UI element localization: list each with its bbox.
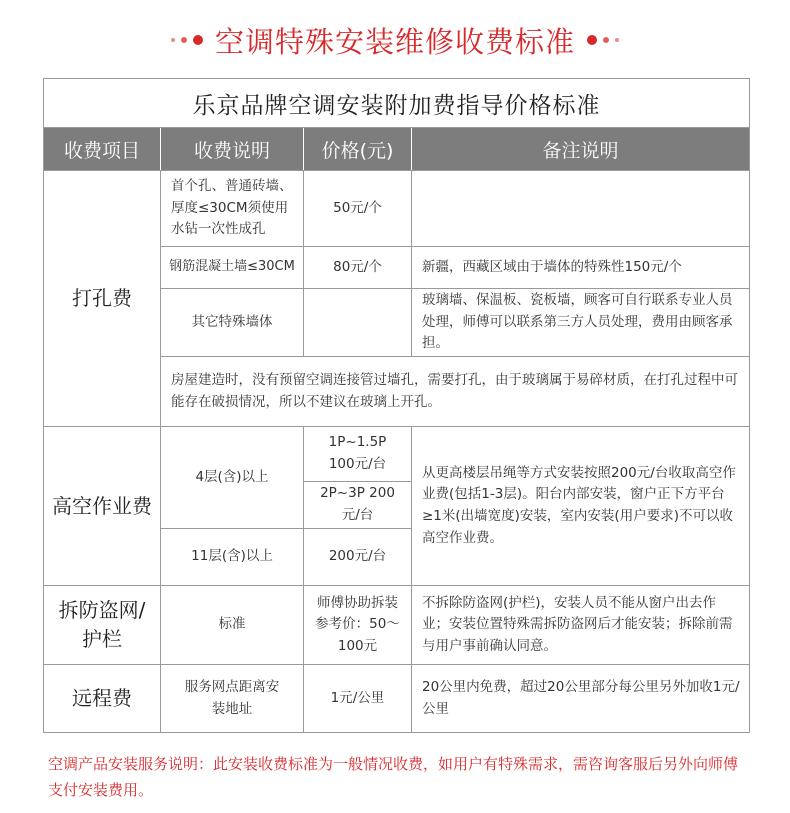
drilling-price-1: 50元/个 bbox=[304, 171, 412, 247]
table-row bbox=[44, 586, 750, 665]
fee-table-container bbox=[43, 78, 749, 733]
footnote: 空调产品安装服务说明：此安装收费标准为一般情况收费，如用户有特殊需求，需咨询客服后另外向师傅支付安装费用。 bbox=[48, 755, 739, 799]
table-row bbox=[44, 665, 750, 733]
distance-price: 1元/公里 bbox=[304, 665, 412, 733]
high-altitude-floor-4: 4层(含)以上 bbox=[161, 427, 304, 529]
guard-desc: 标准 bbox=[161, 586, 304, 665]
high-altitude-note: 从更高楼层吊绳等方式安装按照200元/台收取高空作业费(包括1-3层)。阳台内部安装，窗户正下方平台≥1米(出墙宽度)安装，室内安装(用户要求)不可以收高空作业费。 bbox=[412, 427, 750, 586]
drilling-price-3 bbox=[304, 289, 412, 357]
decorative-dots-left bbox=[171, 35, 203, 45]
category-guard: 拆防盗网/护栏 bbox=[44, 586, 161, 665]
table-row bbox=[44, 427, 750, 482]
drilling-remark: 房屋建造时，没有预留空调连接管过墙孔，需要打孔，由于玻璃属于易碎材质，在打孔过程中可能存在破损情况，所以不建议在玻璃上开孔。 bbox=[161, 357, 750, 427]
drilling-note-2: 新疆，西藏区域由于墙体的特殊性150元/个 bbox=[412, 247, 750, 289]
high-altitude-floor-11: 11层(含)以上 bbox=[161, 529, 304, 586]
category-distance: 远程费 bbox=[44, 665, 161, 733]
drilling-desc-1: 首个孔、普通砖墙、厚度≤30CM须使用水钻一次性成孔 bbox=[161, 171, 304, 247]
table-header-row bbox=[44, 128, 750, 171]
drilling-price-2: 80元/个 bbox=[304, 247, 412, 289]
fee-table bbox=[43, 78, 750, 733]
header-remark: 备注说明 bbox=[412, 128, 750, 171]
drilling-note-1 bbox=[412, 171, 750, 247]
table-title: 乐京品牌空调安装附加费指导价格标准 bbox=[44, 79, 750, 128]
page-header bbox=[0, 18, 790, 62]
drilling-note-3: 玻璃墙、保温板、瓷板墙，顾客可自行联系专业人员处理，师傅可以联系第三方人员处理，费用由顾客承担。 bbox=[412, 289, 750, 357]
header-description: 收费说明 bbox=[161, 128, 304, 171]
category-high-altitude: 高空作业费 bbox=[44, 427, 161, 586]
drilling-desc-3: 其它特殊墙体 bbox=[161, 289, 304, 357]
high-altitude-price-2p: 2P~3P 200元/台 bbox=[304, 482, 412, 529]
guard-price: 师傅协助拆装参考价：50～100元 bbox=[304, 586, 412, 665]
distance-note: 20公里内免费，超过20公里部分每公里另外加收1元/公里 bbox=[412, 665, 750, 733]
header-price: 价格(元) bbox=[304, 128, 412, 171]
high-altitude-price-1p: 1P~1.5P 100元/台 bbox=[304, 427, 412, 482]
table-row bbox=[44, 171, 750, 247]
decorative-dots-right bbox=[587, 35, 619, 45]
distance-desc: 服务网点距离安装地址 bbox=[161, 665, 304, 733]
guard-note: 不拆除防盗网(护栏)，安装人员不能从窗户出去作业；安装位置特殊需拆防盗网后才能安装；拆除前需与用户事前确认同意。 bbox=[412, 586, 750, 665]
category-drilling: 打孔费 bbox=[44, 171, 161, 427]
page-title: 空调特殊安装维修收费标准 bbox=[214, 24, 575, 59]
header-item: 收费项目 bbox=[44, 128, 161, 171]
high-altitude-price-11: 200元/台 bbox=[304, 529, 412, 586]
drilling-desc-2: 钢筋混凝土墙≤30CM bbox=[161, 247, 304, 289]
